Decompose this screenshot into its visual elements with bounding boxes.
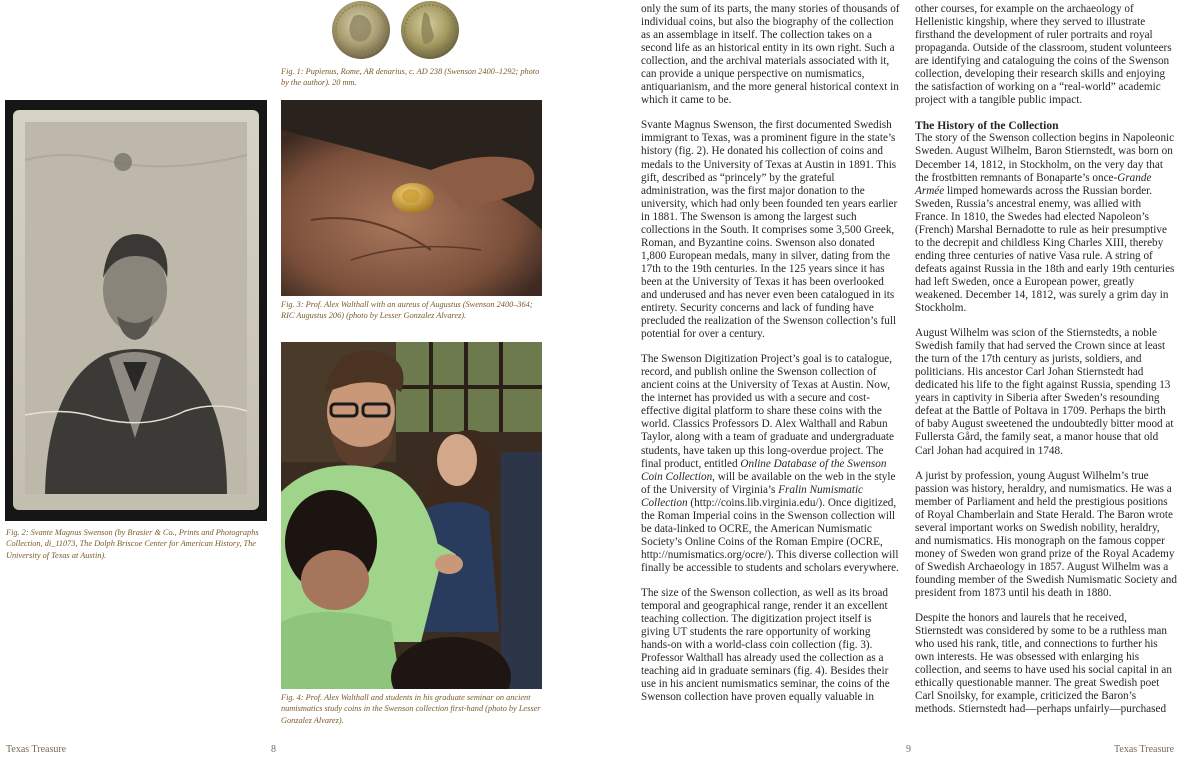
col2-paragraph-2: The story of the Swenson collection begins in Napoleonic Sweden. August Wilhelm, Baron Stiernstedt, was born on December 14, 1812, in Stockholm, on the very day that the frostbitten remnants of Bonaparte’s once-Grande Armée limped homewards across the Russian border. Sweden, Russia’s ancestral enemy, was allied with France. In 1810, the Swedes had elected Napoleon’s (French) Marshal Bernadotte to rule as heir presumptive to the decrepit and childless King Charles XIII, thereby ending three centuries of native Vasa rule. A string of defeats against Russia in the 18th and early 19th centuries had left Sweden, once a European power, greatly weakened. December 14, 1812, was surely a grim day in Stockholm. — [915, 132, 1175, 315]
col2-paragraph-3: August Wilhelm was scion of the Stiernstedts, a noble Swedish family that had served the Crown since at least the turn of the 17th century as jurists, soldiers, and politicians. His ancestor Carl Johan Stiernstedt had dedicated his life to the fight against Russia, spending 13 years in captivity in Siberia after Sweden’s resounding defeat at the Battle of Poltava in 1709. Perhaps the birth of baby August sweetened the undoubtedly bitter mood at Fullersta Gård, the family seat, a manor house that old Carl Johan had acquired in 1748. — [915, 327, 1174, 457]
footer-right-page-number: 9 — [906, 744, 911, 755]
figure-1-coins-photo — [328, 0, 464, 62]
col1-paragraph-2: Svante Magnus Swenson, the first documented Swedish immigrant to Texas, was a prominent figure in the state’s history (fig. 2). He donated his collection of coins and medals to the University of Texas at Austin in 1891. This gift, described as “princely” by the grateful administration, was the first major donation to the university, which had only been founded ten years earlier in 1881. The Swenson is among the largest such collections in the South. It comprises some 3,500 Greek, Roman, and Byzantine coins. Swenson also donated 1,800 European medals, many in silver, dating from the 17th to the 19th centuries. In the 125 years since it has been at the University of Texas it has been overlooked and underused and has never even been catalogued in its entirety. Security concerns and lack of funding have precluded the realization of the Swenson collection’s full potential for over a century. — [641, 119, 898, 341]
figure-2-caption: Fig. 2: Svante Magnus Swenson (by Brasier & Co., Prints and Photographs Collection, di_11073, The Dolph Briscoe Center for American History, The University of Texas at Austin). — [6, 528, 259, 560]
figure-1-caption: Fig. 1: Pupienus, Rome, AR denarius, c. AD 238 (Swenson 2400–1292; photo by the author). 20 mm. — [281, 67, 540, 88]
footer-left-page-number: 8 — [271, 744, 276, 755]
text-column-1 — [641, 3, 901, 716]
footer-left-title: Texas Treasure — [6, 744, 67, 755]
col2-paragraph-4: A jurist by profession, young August Wilhelm’s true passion was history, heraldry, and numismatics. He was a member of Parliament and held the prestigious positions of Royal Chamberlain and State Herald. The Baron wrote several important works on Swedish nobility, heraldry, and numismatics. His monograph on the famous copper money of Sweden won grand prize of the Royal Academy of Swedish Archaeology in 1857. August Wilhelm was a founding member of the Swedish Numismatic Society and president from 1873 until his death in 1880. — [915, 469, 1177, 599]
section-heading-history: The History of the Collection — [915, 119, 1059, 133]
col1-paragraph-1: only the sum of its parts, the many stories of thousands of individual coins, but also the biography of the collection as an assemblage in itself. The collection takes on a second life as an historical entity in its own right. Such a collection, and the archival materials associated with it, can provide a unique perspective on numismatics, antiquarianism, and the more general historical context in which it came to be. — [641, 3, 900, 107]
col2-paragraph-1: other courses, for example on the archaeology of Hellenistic kingship, where they served to illustrate firsthand the development of ruler portraits and royal propaganda. Outside of the classroom, student volunteers are identifying and cataloguing the coins of the Swenson collection, developing their research skills and enjoying the satisfaction of working on a “real-world” academic project with a tangible public impact. — [915, 3, 1172, 107]
figure-4-caption: Fig. 4: Prof. Alex Walthall and students in his graduate seminar on ancient numismatics study coins in the Swenson collection first-hand (photo by Lesser Gonzalez Alvarez). — [281, 693, 541, 725]
text-column-2 — [915, 3, 1177, 728]
col1-paragraph-3: The Swenson Digitization Project’s goal is to catalogue, record, and publish online the Swenson collection of ancient coins at the University of Texas at Austin. Now, the internet has provided us with a secure and cost-effective digital platform to share these coins with the world. Classics Professors D. Alex Walthall and Rabun Taylor, along with a team of graduate and undergraduate students, have taken up this long-overdue project. The final product, entitled Online Database of the Swenson Coin Collection, will be available on the web in the style of the University of Virginia’s Fralin Numismatic Collection (http://coins.lib.virginia.edu/). Once digitized, the Roman Imperial coins in the Swenson collection will be data-linked to OCRE, the American Numismatic Society’s Online Coins of the Roman Empire (OCRE, http://numismatics.org/ocre/). This diverse collection will finally be accessible to students and scholars everywhere. — [641, 353, 899, 574]
figure-3-hand-with-aureus-photo — [281, 100, 542, 296]
figure-4-seminar-photo — [281, 342, 542, 689]
figure-3-caption: Fig. 3: Prof. Alex Walthall with an aureus of Augustus (Swenson 2400–364; RIC Augustus 206) (photo by Lesser Gonzalez Alvarez). — [281, 300, 533, 321]
col1-paragraph-4: The size of the Swenson collection, as well as its broad temporal and geographical range, render it an excellent teaching collection. The digitization project itself is giving UT students the rare opportunity of working hands-on with a world-class coin collection (fig. 3). Professor Walthall has already used the collection as a teaching aid in graduate seminars (fig. 4). Besides their use in his ancient numismatics seminar, the coins of the Swenson collection have proven equally valuable in — [641, 586, 890, 704]
col2-paragraph-5: Despite the honors and laurels that he received, Stiernstedt was considered by some to be a ruthless man who used his rank, title, and connections to further his own interests. He was obsessed with enlarging his collection, and seems to have used his social capital in an ethically questionable manner. The great Swedish poet Carl Snoilsky, for example, criticized the Baron’s methods. Stiernstedt had—perhaps unfairly—purchased — [915, 612, 1172, 716]
footer-right-title: Texas Treasure — [1114, 744, 1175, 755]
figure-2-swenson-portrait-photo — [5, 100, 267, 521]
